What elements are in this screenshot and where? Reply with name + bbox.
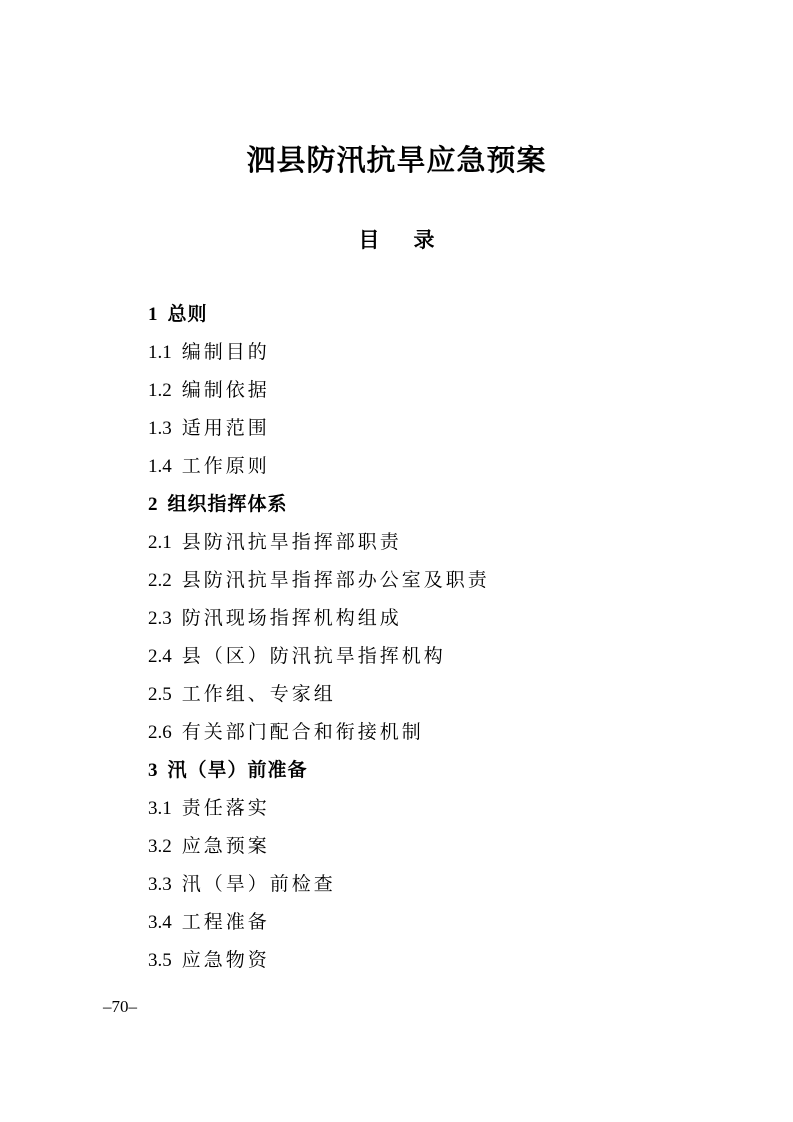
toc-heading-char-2: 录 xyxy=(413,227,435,252)
toc-entry-number: 2.5 xyxy=(148,684,172,705)
toc-entry xyxy=(148,450,490,488)
toc-entry-number: 1.1 xyxy=(148,342,172,363)
toc-entry-number: 2.2 xyxy=(148,570,172,591)
toc-entry xyxy=(148,488,490,526)
toc-entry xyxy=(148,374,490,412)
toc-entry-text: 编制目的 xyxy=(181,341,270,363)
toc-entry-text: 工作原则 xyxy=(181,455,270,477)
toc-entry-number: 3.1 xyxy=(148,798,172,819)
toc-entry xyxy=(148,944,490,982)
toc-entry-text: 县防汛抗旱指挥部职责 xyxy=(181,531,402,553)
toc-entry-text: 防汛现场指挥机构组成 xyxy=(181,607,402,629)
toc-entry xyxy=(148,792,490,830)
toc-entry xyxy=(148,868,490,906)
toc-entry-number: 2.3 xyxy=(148,608,172,629)
toc-entry-number: 1.3 xyxy=(148,418,172,439)
toc-entry-text: 有关部门配合和衔接机制 xyxy=(181,721,424,743)
toc-entry xyxy=(148,526,490,564)
toc-entry-text: 县（区）防汛抗旱指挥机构 xyxy=(181,645,446,667)
toc-entry-text: 编制依据 xyxy=(181,379,270,401)
toc-entry xyxy=(148,716,490,754)
toc-entry xyxy=(148,564,490,602)
toc-entry-text: 县防汛抗旱指挥部办公室及职责 xyxy=(181,569,490,591)
toc-entry-text: 组织指挥体系 xyxy=(167,493,288,515)
toc-entry xyxy=(148,640,490,678)
toc-entry-number: 2.1 xyxy=(148,532,172,553)
toc-entry-number: 3.2 xyxy=(148,836,172,857)
toc-entry-text: 应急预案 xyxy=(181,835,270,857)
toc-entry xyxy=(148,602,490,640)
toc-entry-number: 2 xyxy=(148,494,158,515)
toc-entry xyxy=(148,412,490,450)
document-title: 泗县防汛抗旱应急预案 xyxy=(246,143,547,177)
table-of-contents xyxy=(148,298,490,982)
toc-entry xyxy=(148,678,490,716)
toc-entry-number: 3.5 xyxy=(148,950,172,971)
toc-entry xyxy=(148,830,490,868)
toc-entry xyxy=(148,754,490,792)
toc-entry-text: 应急物资 xyxy=(181,949,270,971)
toc-entry-number: 3.4 xyxy=(148,912,172,933)
toc-heading xyxy=(0,224,793,256)
toc-entry-text: 汛（旱）前检查 xyxy=(181,873,336,895)
toc-entry-text: 汛（旱）前准备 xyxy=(167,759,308,781)
toc-entry xyxy=(148,298,490,336)
toc-entry-text: 责任落实 xyxy=(181,797,270,819)
toc-entry-text: 工作组、专家组 xyxy=(181,683,336,705)
toc-entry xyxy=(148,906,490,944)
toc-entry-number: 1 xyxy=(148,304,158,325)
page-number: –70– xyxy=(103,997,137,1016)
toc-entry xyxy=(148,336,490,374)
toc-entry-text: 总则 xyxy=(167,303,208,325)
toc-entry-number: 1.2 xyxy=(148,380,172,401)
toc-entry-text: 工程准备 xyxy=(181,911,270,933)
toc-entry-number: 1.4 xyxy=(148,456,172,477)
toc-entry-number: 3.3 xyxy=(148,874,172,895)
toc-heading-char-1: 目 xyxy=(358,227,380,252)
toc-entry-text: 适用范围 xyxy=(181,417,270,439)
toc-entry-number: 2.6 xyxy=(148,722,172,743)
toc-entry-number: 2.4 xyxy=(148,646,172,667)
toc-entry-number: 3 xyxy=(148,760,158,781)
